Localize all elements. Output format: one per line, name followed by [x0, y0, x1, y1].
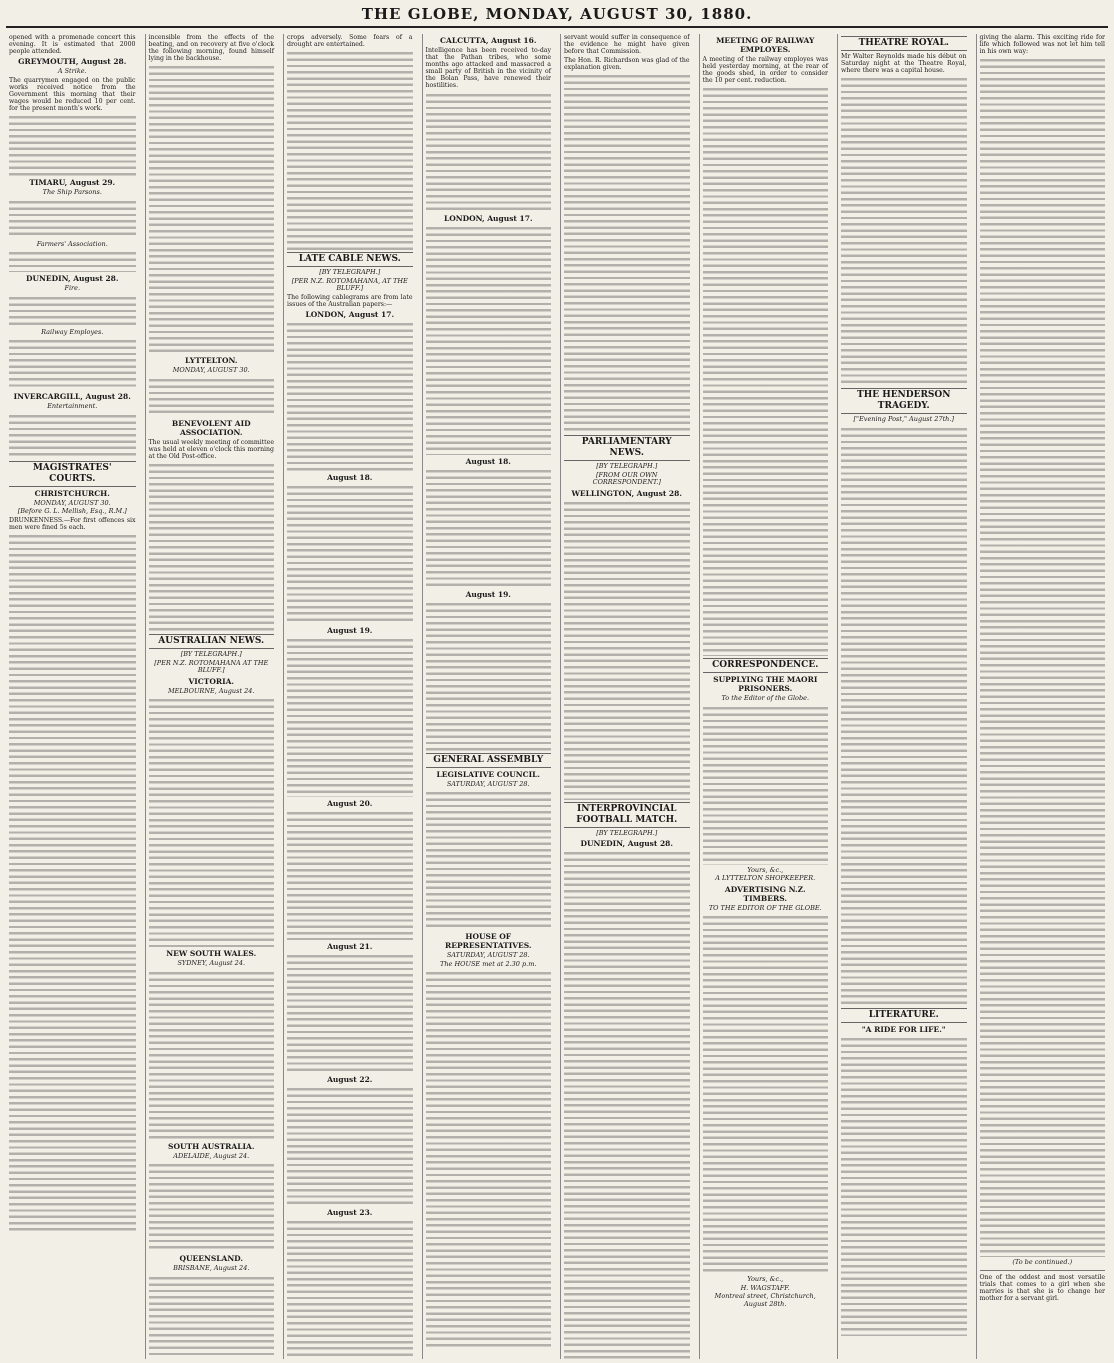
section-heading: ADVERTISING N.Z. TIMBERS.: [724, 884, 806, 903]
signature: Montreal street, Christchurch, August 28th.: [714, 1292, 816, 1308]
text-block: [149, 462, 275, 632]
dateline: DUNEDIN, August 28.: [25, 274, 119, 284]
subhead: MELBOURNE, August 24.: [168, 686, 255, 695]
subhead: Railway Employes.: [41, 327, 104, 336]
subhead: MONDAY, AUGUST 30.: [172, 366, 250, 375]
masthead: THE GLOBE, MONDAY, AUGUST 30, 1880.: [6, 6, 1108, 28]
subhead: ADELAIDE, August 24.: [173, 1151, 250, 1160]
text-block: [426, 601, 552, 751]
signature: A LYTTELTON SHOPKEEPER.: [715, 874, 816, 883]
signature: H. WAGSTAFF.: [740, 1283, 790, 1292]
section-heading: GENERAL ASSEMBLY: [426, 753, 552, 768]
section-heading: LITERATURE.: [841, 1008, 967, 1023]
text-block: [287, 321, 413, 471]
signature: Yours, &c.,: [747, 1275, 784, 1284]
text-block: [149, 970, 275, 1140]
text-block: [426, 92, 552, 212]
subhead: ["Evening Post," August 27th.]: [853, 415, 954, 424]
subhead: SATURDAY, AUGUST 28.: [446, 779, 530, 788]
text-block: [149, 1275, 275, 1355]
subhead: The HOUSE met at 2.30 p.m.: [440, 959, 537, 968]
text-block: [287, 637, 413, 797]
subhead: TO THE EDITOR OF THE GLOBE.: [708, 903, 822, 912]
divider: [980, 1270, 1106, 1271]
text-block: [287, 953, 413, 1073]
section-heading: PARLIAMENTARY NEWS.: [564, 435, 690, 461]
text-block: [9, 250, 136, 272]
article-text: Mr Walter Reynolds made his début on Saturday night at the Theatre Royal, where there was a capital house.: [841, 53, 967, 75]
column-8: [976, 34, 1109, 1359]
text-block: [149, 697, 275, 947]
text-block: [149, 377, 275, 417]
continued-note: (To be continued.): [1012, 1258, 1073, 1267]
column-3: [283, 34, 416, 1359]
column-7: [837, 34, 970, 1359]
article-text: opened with a promenade concert this evening. It is estimated that 2000 people attended.: [9, 34, 136, 56]
article-text: The Hon. R. Richardson was glad of the explanation given.: [564, 57, 690, 72]
text-block: [287, 50, 413, 250]
dateline: August 19.: [465, 589, 511, 599]
subhead: [BY TELEGRAPH.]: [596, 462, 658, 471]
subhead: MONDAY, AUGUST 30.: [33, 498, 111, 507]
subhead: To the Editor of the Globe.: [721, 694, 810, 703]
dateline: August 22.: [327, 1074, 373, 1084]
article-text: incensible from the effects of the beating, and on recovery at five o'clock the following morning, found himself lying in the backhouse.: [148, 34, 274, 63]
text-block: [287, 1086, 413, 1206]
article-text: The usual weekly meeting of committee was held at eleven o'clock this morning at the Old Post-office.: [148, 438, 274, 461]
dateline: August 18.: [465, 456, 511, 466]
column-1: [6, 34, 139, 1359]
subhead: Entertainment.: [47, 402, 98, 411]
dateline: DUNEDIN, August 28.: [580, 839, 674, 849]
section-heading: THEATRE ROYAL.: [841, 36, 967, 51]
text-block: [426, 790, 552, 930]
subhead: [Before G. L. Mellish, Esq., R.M.]: [17, 507, 127, 516]
dateline: INVERCARGILL, August 28.: [13, 392, 131, 402]
dateline: QUEENSLAND.: [179, 1254, 244, 1264]
text-block: [149, 64, 275, 354]
section-heading: INTERPROVINCIAL FOOTBALL MATCH.: [564, 802, 690, 828]
text-block: [149, 1162, 275, 1252]
subhead: [BY TELEGRAPH.]: [319, 268, 381, 277]
text-block: [564, 850, 690, 1359]
text-block: [841, 76, 967, 386]
text-block: [9, 199, 136, 239]
dateline: LONDON, August 17.: [305, 309, 395, 319]
text-block: [9, 533, 136, 1233]
text-block: [703, 705, 829, 865]
subhead: Farmers' Association.: [36, 239, 108, 248]
section-heading: MAGISTRATES' COURTS.: [9, 461, 136, 487]
text-block: [426, 468, 552, 588]
column-4: [422, 34, 555, 1359]
section-heading: LYTTELTON.: [184, 356, 238, 366]
article-text: A meeting of the railway employes was held yesterday morning, at the rear of the goods shed, in order to consider the 10 per cent. reduction.: [702, 56, 828, 85]
article-text: One of the oddest and most versatile trials that comes to a girl when she marries is that she is to change her mother for a servant girl.: [979, 1273, 1105, 1303]
dateline: GREYMOUTH, August 28.: [18, 57, 127, 67]
section-heading: THE HENDERSON TRAGEDY.: [841, 388, 967, 414]
subhead: [BY TELEGRAPH.]: [180, 650, 242, 659]
article-text: crops adversely. Some fears of a drought are entertained.: [287, 34, 413, 49]
dateline: CHRISTCHURCH.: [34, 488, 110, 498]
section-heading: LEGISLATIVE COUNCIL.: [436, 769, 540, 779]
section-heading: AUSTRALIAN NEWS.: [149, 634, 275, 649]
subhead: [BY TELEGRAPH.]: [596, 828, 658, 837]
dateline: CALCUTTA, August 16.: [440, 36, 537, 45]
dateline: LONDON, August 17.: [443, 213, 533, 223]
column-2: [145, 34, 278, 1359]
dateline: NEW SOUTH WALES.: [166, 949, 257, 959]
section-heading: "A RIDE FOR LIFE.": [861, 1024, 946, 1034]
dateline: August 19.: [327, 625, 373, 635]
text-block: [703, 914, 829, 1274]
signature: Yours, &c.,: [747, 865, 784, 874]
section-heading: HOUSE OF REPRESENTATIVES.: [445, 932, 532, 951]
article-text: servant would suffer in consequence of the evidence he might have given before that Commission.: [564, 34, 690, 56]
text-block: [287, 1219, 413, 1359]
subhead: [PER N.Z. ROTOMAHANA, AT THE BLUFF.]: [291, 276, 408, 293]
dateline: August 18.: [327, 472, 373, 482]
subhead: [PER N.Z. ROTOMAHANA AT THE BLUFF.]: [154, 658, 269, 675]
section-heading: MEETING OF RAILWAY EMPLOYES.: [716, 36, 815, 54]
subhead: [FROM OUR OWN CORRESPONDENT.]: [592, 470, 661, 487]
subhead: The Ship Parsons.: [42, 188, 102, 197]
text-block: [287, 484, 413, 624]
text-block: [703, 86, 829, 656]
text-block: [980, 57, 1106, 1257]
dateline: TIMARU, August 29.: [29, 178, 116, 188]
text-block: [9, 114, 136, 176]
text-block: [564, 500, 690, 800]
column-5: [560, 34, 693, 1359]
text-block: [9, 413, 136, 459]
text-block: [287, 810, 413, 940]
article-text: giving the alarm. This exciting ride for life which followed was not let him tell in his own way:: [979, 34, 1105, 56]
article-text: DRUNKENNESS.—For first offences six men were fined 5s each.: [9, 516, 136, 531]
article-text: Intelligence has been received to-day that the Pathan tribes, who some months ago attacked and massacred a small party of British in the vicinity of the Bolan Pass, have renewed their hostilities.: [425, 47, 551, 90]
dateline: August 23.: [327, 1207, 373, 1217]
subhead: Fire.: [64, 284, 81, 293]
dateline: WELLINGTON, August 28.: [571, 488, 682, 498]
section-heading: LATE CABLE NEWS.: [287, 252, 413, 267]
columns: [6, 34, 1108, 1359]
text-block: [841, 426, 967, 1006]
section-heading: SUPPLYING THE MAORI PRISONERS.: [713, 675, 818, 694]
dateline: VICTORIA.: [188, 676, 235, 686]
article-text: The following cablegrams are from late issues of the Australian papers:—: [287, 293, 413, 308]
article-text: The quarrymen engaged on the public works received notice from the Government this morning that their wages would be reduced 10 per cent. for the present month's work.: [9, 76, 136, 113]
section-heading: BENEVOLENT AID ASSOCIATION.: [171, 418, 251, 437]
subhead: SYDNEY, August 24.: [177, 959, 246, 968]
text-block: [426, 970, 552, 1350]
text-block: [9, 295, 136, 327]
dateline: August 20.: [327, 798, 373, 808]
text-block: [9, 338, 136, 390]
subhead: A Strike.: [57, 67, 87, 76]
section-heading: CORRESPONDENCE.: [703, 658, 829, 673]
column-6: [699, 34, 832, 1359]
dateline: August 21.: [327, 941, 373, 951]
text-block: [564, 73, 690, 433]
text-block: [426, 225, 552, 455]
dateline: SOUTH AUSTRALIA.: [168, 1141, 255, 1151]
subhead: SATURDAY, AUGUST 28.: [446, 951, 530, 960]
subhead: BRISBANE, August 24.: [173, 1264, 250, 1273]
text-block: [841, 1036, 967, 1336]
